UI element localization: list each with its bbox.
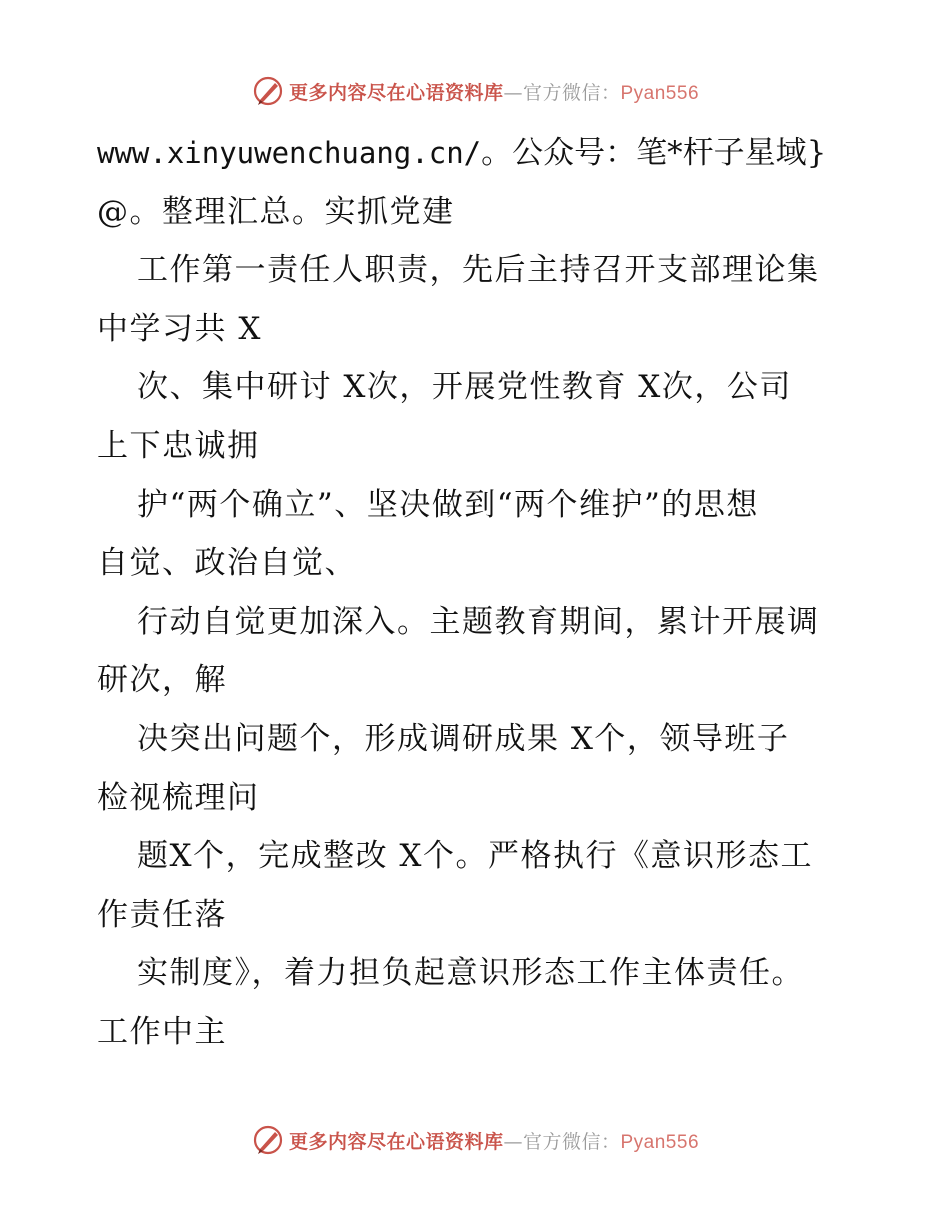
body-line-1-rest: 。公众号：笔*杆子星域} [481,135,827,171]
body-line-6: 上下忠诚拥 [97,427,260,464]
pen-logo-icon [251,74,285,108]
header-banner [0,71,950,111]
body-line-11: 决突出问题个，形成调研成果 X个，领导班子 [137,720,790,757]
header-banner-wechat-id: Pyan556 [620,82,700,104]
header-banner-main: 更多内容尽在心语资料库 [288,81,504,104]
document-body [97,124,867,1062]
footer-banner-dash: — [503,1130,523,1153]
body-line-8: 自觉、政治自觉、 [97,545,357,582]
body-line-4: 中学习共 X [97,310,262,347]
body-line-5: 次、集中研讨 X次，开展党性教育 X次，公司 [137,369,792,406]
body-line-9: 行动自觉更加深入。主题教育期间，累计开展调 [137,603,820,640]
footer-banner-wechat-label: 官方微信： [522,1130,621,1153]
body-line-1-url: www.xinyuwenchuang.cn/ [97,136,482,170]
footer-banner [0,1120,950,1160]
body-line-14: 作责任落 [97,896,227,933]
header-banner-text [289,78,699,105]
footer-banner-wechat-id: Pyan556 [620,1131,700,1153]
body-line-1 [97,124,867,183]
body-line-15: 实制度》，着力担负起意识形态工作主体责任。 [137,955,804,992]
header-banner-dash: — [503,81,523,104]
footer-banner-text [289,1127,699,1154]
footer-banner-main: 更多内容尽在心语资料库 [288,1130,504,1153]
body-line-3: 工作第一责任人职责，先后主持召开支部理论集 [137,252,820,289]
body-line-2: @。整理汇总。实抓党建 [97,193,455,230]
body-line-10: 研次，解 [97,662,227,699]
body-line-13: 题X个，完成整改 X个。严格执行《意识形态工 [137,838,813,875]
body-line-16: 工作中主 [97,1013,227,1050]
body-line-7: 护“两个确立”、坚决做到“两个维护”的思想 [137,486,759,523]
header-banner-wechat-label: 官方微信： [522,81,621,104]
body-line-12: 检视梳理问 [97,779,260,816]
pen-logo-icon [251,1123,285,1157]
